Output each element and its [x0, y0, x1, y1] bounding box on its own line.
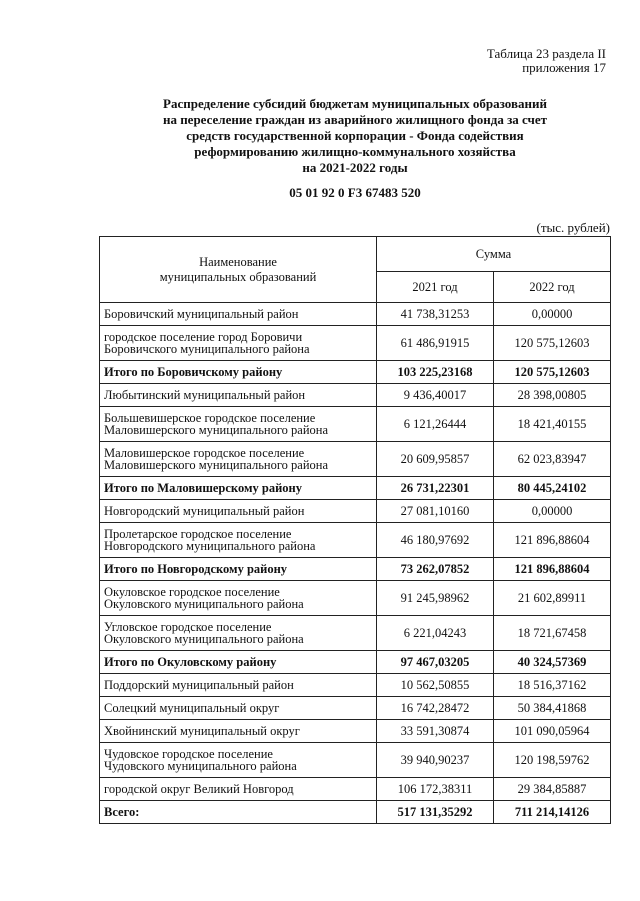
municipality-name-cell [100, 743, 377, 778]
title-line-3: средств государственной корпорации - Фонда содействия [186, 128, 524, 143]
amount-2022-cell: 28 398,00805 [494, 384, 611, 407]
municipality-name-line: Итого по Боровичскому району [104, 365, 283, 379]
municipality-name-cell [100, 616, 377, 651]
amount-2021-cell: 9 436,40017 [377, 384, 494, 407]
column-header-name-line-2: муниципальных образований [159, 269, 317, 284]
table-total-row [100, 801, 611, 824]
municipality-name-cell [100, 720, 377, 743]
amount-2021-cell: 517 131,35292 [377, 801, 494, 824]
reference-line-1: Таблица 23 раздела II [486, 46, 606, 61]
municipality-name-line: городское поселение город Боровичи [104, 330, 303, 344]
table-row [100, 303, 611, 326]
table-body [100, 303, 611, 824]
table-row [100, 326, 611, 361]
municipality-name-cell [100, 477, 377, 500]
municipality-name-cell [100, 442, 377, 477]
column-header-sum: Сумма [377, 237, 611, 272]
amount-2021-cell: 27 081,10160 [377, 500, 494, 523]
municipality-name-line: Чудовское городское поселение [104, 747, 273, 761]
municipality-name-line: Итого по Маловишерскому району [104, 481, 302, 495]
municipality-name-line: Новгородский муниципальный район [104, 504, 305, 518]
amount-2022-cell: 121 896,88604 [494, 523, 611, 558]
municipality-name-line: Большевишерское городское поселение [104, 411, 316, 425]
amount-2021-cell: 16 742,28472 [377, 697, 494, 720]
municipality-name-cell [100, 326, 377, 361]
municipality-name-line: Окуловское городское поселение [104, 585, 280, 599]
amount-2021-cell: 46 180,97692 [377, 523, 494, 558]
column-header-2022: 2022 год [494, 272, 611, 303]
amount-2021-cell: 97 467,03205 [377, 651, 494, 674]
municipality-name-line: Угловское городское поселение [104, 620, 272, 634]
municipality-name-cell [100, 674, 377, 697]
amount-2021-cell: 73 262,07852 [377, 558, 494, 581]
amount-2022-cell: 29 384,85887 [494, 778, 611, 801]
municipality-name-line: Новгородского муниципального района [104, 539, 316, 553]
amount-2021-cell: 20 609,95857 [377, 442, 494, 477]
title-line-4: реформированию жилищно-коммунального хозяйства [194, 144, 516, 159]
amount-2022-cell: 711 214,14126 [494, 801, 611, 824]
amount-2022-cell: 62 023,83947 [494, 442, 611, 477]
municipality-name-cell [100, 697, 377, 720]
amount-2021-cell: 103 225,23168 [377, 361, 494, 384]
amount-2022-cell: 80 445,24102 [494, 477, 611, 500]
title-line-5: на 2021-2022 годы [302, 160, 408, 175]
reference-line-2: приложения 17 [522, 60, 606, 75]
municipality-name-line: Окуловского муниципального района [104, 597, 304, 611]
column-header-name-line-1: Наименование [199, 254, 277, 269]
municipality-name-cell [100, 500, 377, 523]
municipality-name-line: Чудовского муниципального района [104, 759, 297, 773]
amount-2022-cell: 18 516,37162 [494, 674, 611, 697]
table-row [100, 523, 611, 558]
amount-2022-cell: 0,00000 [494, 303, 611, 326]
table-total-row [100, 558, 611, 581]
amount-2022-cell: 0,00000 [494, 500, 611, 523]
municipality-name-cell [100, 801, 377, 824]
municipality-name-cell [100, 558, 377, 581]
table-row [100, 442, 611, 477]
amount-2021-cell: 39 940,90237 [377, 743, 494, 778]
municipality-name-cell [100, 407, 377, 442]
amount-2022-cell: 40 324,57369 [494, 651, 611, 674]
amount-2022-cell: 18 421,40155 [494, 407, 611, 442]
amount-2022-cell: 120 575,12603 [494, 326, 611, 361]
municipality-name-cell [100, 651, 377, 674]
municipality-name-line: Хвойнинский муниципальный округ [104, 724, 300, 738]
table-row [100, 697, 611, 720]
column-header-2021: 2021 год [377, 272, 494, 303]
amount-2022-cell: 121 896,88604 [494, 558, 611, 581]
municipality-name-line: Любытинский муниципальный район [104, 388, 306, 402]
table-row [100, 384, 611, 407]
table-row [100, 778, 611, 801]
amount-2021-cell: 106 172,38311 [377, 778, 494, 801]
amount-2021-cell: 6 121,26444 [377, 407, 494, 442]
table-row [100, 500, 611, 523]
table-row [100, 743, 611, 778]
table-row [100, 581, 611, 616]
municipality-name-line: Поддорский муниципальный район [104, 678, 294, 692]
table-total-row [100, 651, 611, 674]
table-row [100, 616, 611, 651]
municipality-name-line: Пролетарское городское поселение [104, 527, 292, 541]
column-header-name [100, 237, 377, 303]
subsidy-table [99, 236, 611, 824]
table-row [100, 407, 611, 442]
amount-2021-cell: 41 738,31253 [377, 303, 494, 326]
amount-2022-cell: 120 198,59762 [494, 743, 611, 778]
amount-2022-cell: 101 090,05964 [494, 720, 611, 743]
municipality-name-line: Боровичский муниципальный район [104, 307, 299, 321]
amount-2021-cell: 6 221,04243 [377, 616, 494, 651]
amount-2022-cell: 120 575,12603 [494, 361, 611, 384]
amount-2021-cell: 10 562,50855 [377, 674, 494, 697]
municipality-name-line: Маловишерского муниципального района [104, 423, 329, 437]
amount-2022-cell: 21 602,89911 [494, 581, 611, 616]
municipality-name-cell [100, 581, 377, 616]
table-total-row [100, 477, 611, 500]
amount-2022-cell: 50 384,41868 [494, 697, 611, 720]
municipality-name-line: Маловишерского муниципального района [104, 458, 329, 472]
table-row [100, 720, 611, 743]
municipality-name-cell [100, 361, 377, 384]
table-row [100, 674, 611, 697]
amount-2022-cell: 18 721,67458 [494, 616, 611, 651]
title-line-2: на переселение граждан из аварийного жилищного фонда за счет [162, 112, 548, 127]
document-title [100, 96, 610, 176]
amount-2021-cell: 33 591,30874 [377, 720, 494, 743]
title-line-1: Распределение субсидий бюджетам муниципальных образований [163, 96, 547, 111]
municipality-name-line: Боровичского муниципального района [104, 342, 310, 356]
municipality-name-line: Итого по Окуловскому району [104, 655, 277, 669]
amount-2021-cell: 91 245,98962 [377, 581, 494, 616]
municipality-name-line: Солецкий муниципальный округ [104, 701, 280, 715]
municipality-name-line: Всего: [104, 805, 140, 819]
unit-label: (тыс. рублей) [536, 220, 610, 235]
municipality-name-cell [100, 778, 377, 801]
municipality-name-line: Маловишерское городское поселение [104, 446, 305, 460]
municipality-name-cell [100, 303, 377, 326]
municipality-name-line: Итого по Новгородскому району [104, 562, 288, 576]
table-reference [487, 47, 606, 75]
municipality-name-cell [100, 523, 377, 558]
budget-code: 05 01 92 0 F3 67483 520 [289, 185, 421, 200]
municipality-name-line: городской округ Великий Новгород [104, 782, 294, 796]
municipality-name-cell [100, 384, 377, 407]
municipality-name-line: Окуловского муниципального района [104, 632, 304, 646]
table-total-row [100, 361, 611, 384]
amount-2021-cell: 26 731,22301 [377, 477, 494, 500]
amount-2021-cell: 61 486,91915 [377, 326, 494, 361]
